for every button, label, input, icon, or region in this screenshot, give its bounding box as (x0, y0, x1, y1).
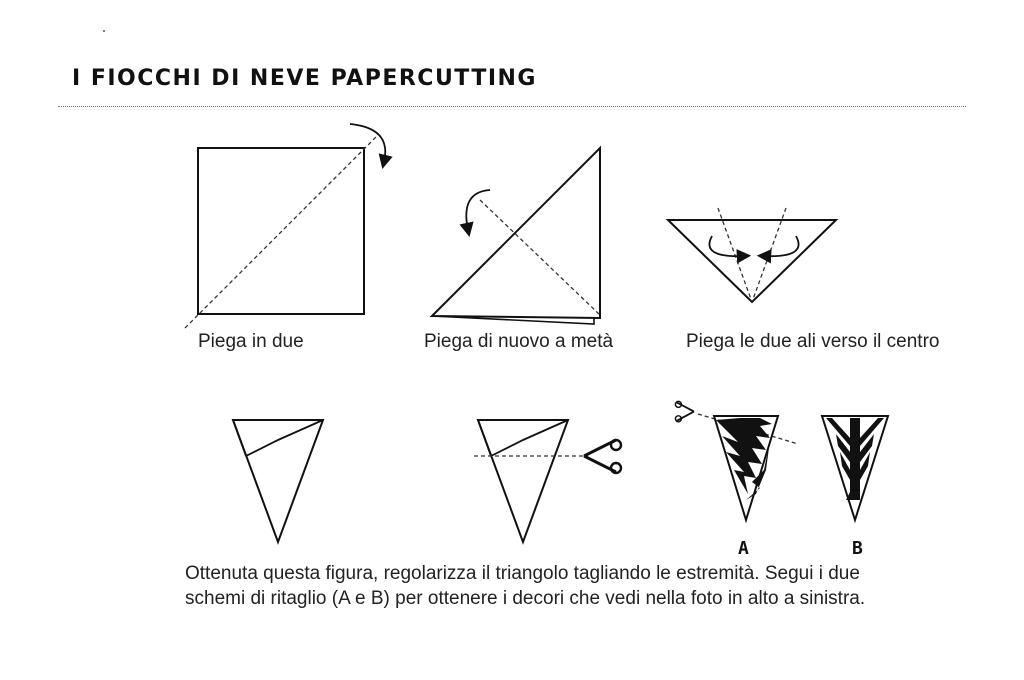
pattern-label-b: B (852, 538, 863, 559)
fold-arrow-icon (764, 236, 799, 256)
fold-arrow-icon (350, 124, 385, 162)
step-caption: Piega le due ali verso il centro (686, 331, 940, 352)
instructions-line: schemi di ritaglio (A e B) per ottenere i decori che vedi nella foto in alto a sinistra. (185, 588, 866, 609)
step1-square-diagram (185, 124, 385, 328)
step4-cone-diagram (233, 420, 323, 542)
step-caption: Piega di nuovo a metà (424, 331, 614, 352)
step-caption: Piega in due (198, 331, 304, 352)
step3-triangle-diagram (668, 208, 836, 302)
scissors-icon (675, 401, 694, 421)
step5-cut-diagram (474, 420, 621, 542)
fold-arrow-icon (466, 190, 490, 230)
pattern-a-diagram (675, 401, 798, 520)
scissors-icon (584, 440, 621, 473)
pattern-b-diagram (822, 416, 888, 520)
pattern-label-a: A (738, 538, 749, 559)
fold-arrow-icon (709, 236, 744, 256)
page-title: I FIOCCHI DI NEVE PAPERCUTTING (72, 66, 537, 91)
step2-triangle-diagram (432, 148, 600, 324)
instructions-line: Ottenuta questa figura, regolarizza il triangolo tagliando le estremità. Segui i due (185, 563, 860, 584)
instructions-paragraph (185, 561, 985, 611)
